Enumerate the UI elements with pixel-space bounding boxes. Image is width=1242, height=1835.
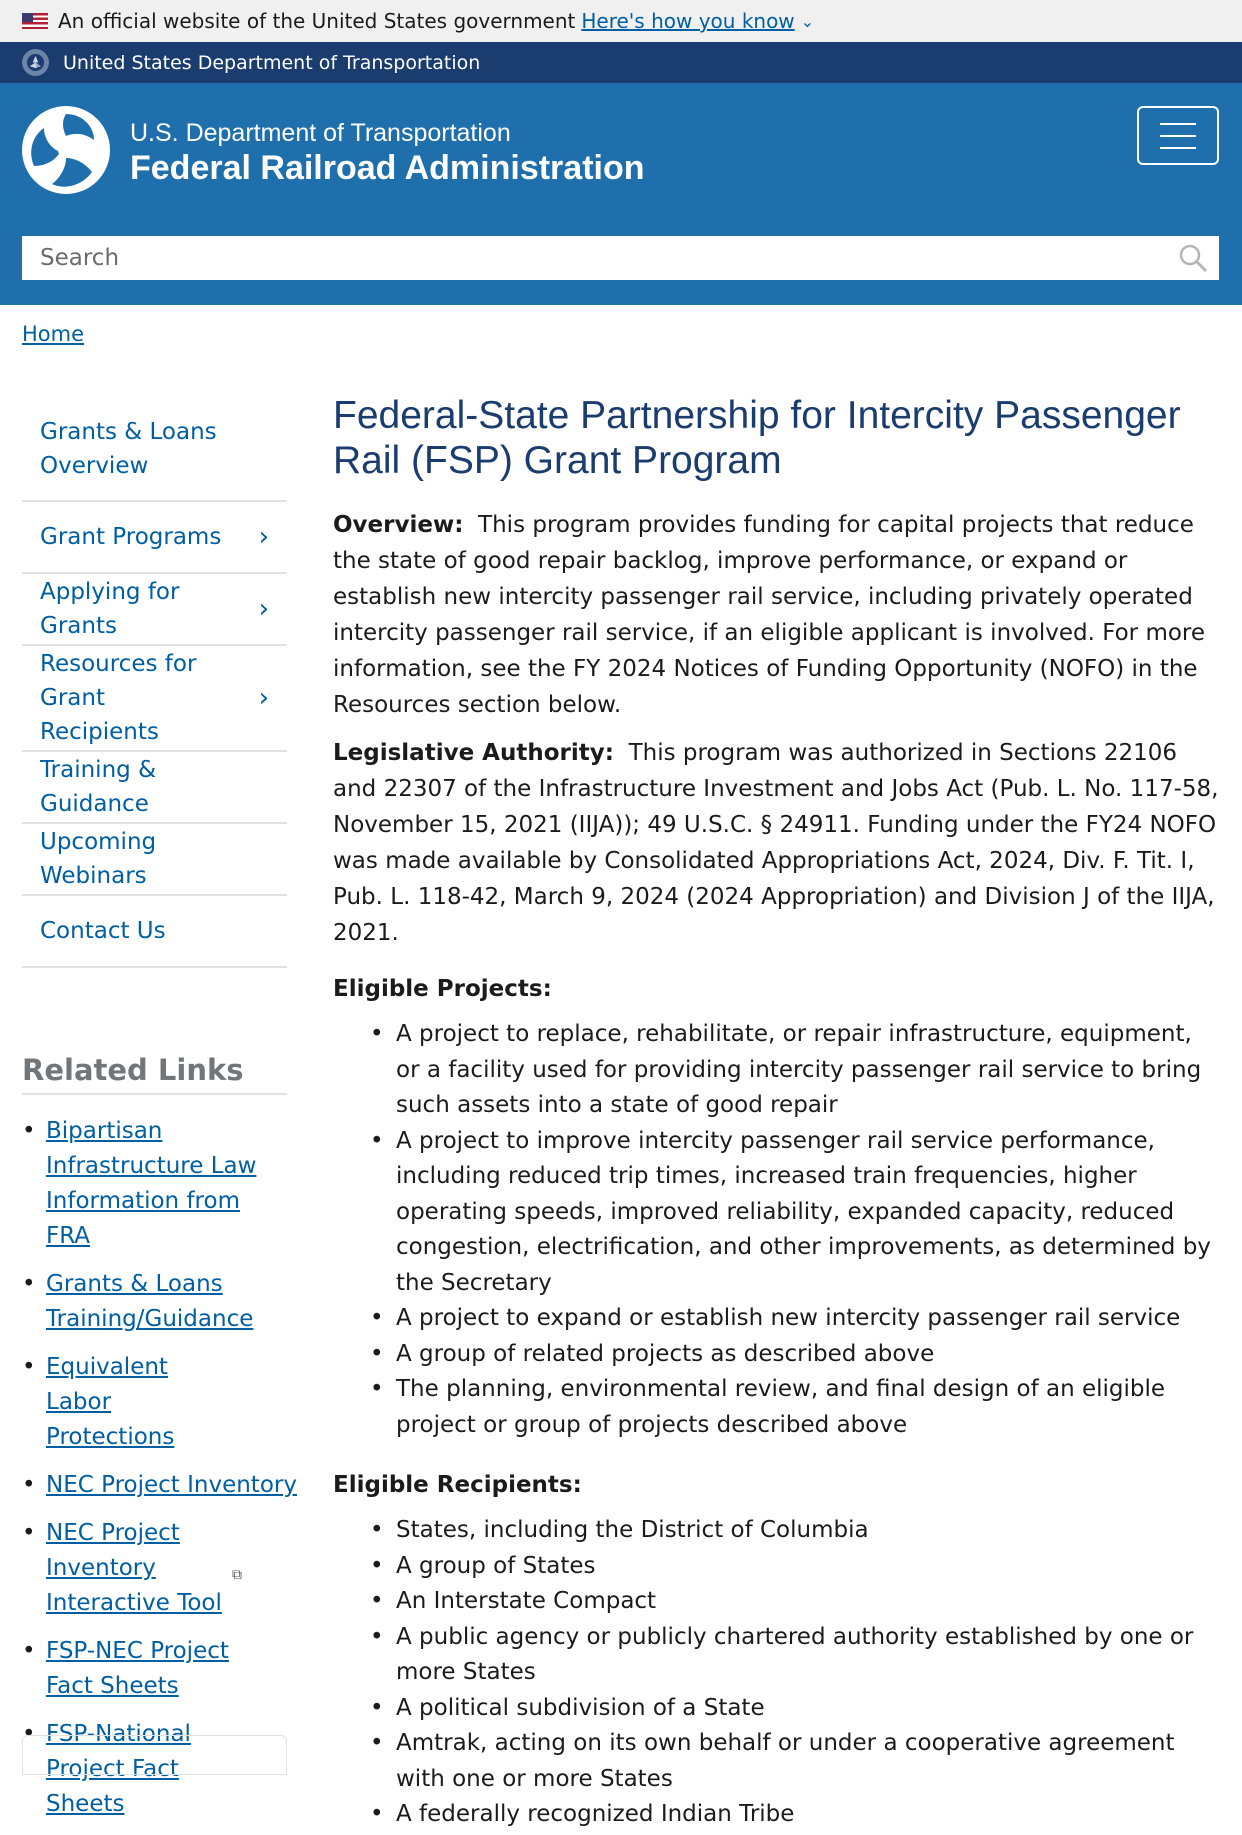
sidebar-item-label: Upcoming Webinars [40,829,157,889]
list-item [22,1267,297,1337]
breadcrumb-home-link[interactable]: Home [22,322,85,346]
list-item [22,1114,297,1254]
gov-banner-text: An official website of the United States government [58,9,576,33]
related-link[interactable]: • Grants & Loans Training/Guidance [46,1271,254,1332]
related-link[interactable]: NEC Project Inventory Interactive Tool [46,1520,222,1616]
dot-logo-icon [22,49,49,76]
list-item [22,1516,297,1621]
site-header [0,83,1242,305]
eligible-recipients-heading: Eligible Recipients: [333,1472,582,1498]
list-item: • A political subdivision of a State [396,1691,1221,1727]
chevron-right-icon: › [258,594,269,624]
list-item: • A project to expand or establish new intercity passenger rail service [396,1301,1221,1337]
sidebar-item-grant-programs[interactable] [22,502,287,574]
list-item: • States, including the District of Columbia [396,1513,1221,1549]
eligible-projects-heading: Eligible Projects: [333,976,552,1002]
chevron-down-icon[interactable]: ⌄ [800,11,815,31]
page-title: Federal-State Partnership for Intercity Passenger Rail (FSP) Grant Program [333,394,1181,482]
heres-how-you-know-link[interactable]: Here's how you know [581,9,795,33]
related-link[interactable]: • FSP-NEC Project Fact Sheets [46,1638,229,1699]
list-item: • An Interstate Compact [396,1584,1221,1620]
overview-label: Overview: [333,512,464,538]
list-item [22,1634,297,1704]
sidebar-item-resources-for-grant-recipients[interactable] [22,646,287,752]
main-content [333,393,1221,1833]
sidebar-item-upcoming-webinars[interactable] [22,824,287,896]
list-item [22,1468,297,1503]
search-icon[interactable] [1177,242,1209,274]
list-item: • A project to replace, rehabilitate, or repair infrastructure, equipment, or a facility used for providing intercity passenger rail service to bring such assets into a state of good repair [396,1017,1221,1124]
legislative-paragraph [333,735,1221,951]
hamburger-line [1160,123,1196,125]
sidebar-item-label: Grant Programs [40,524,222,550]
sidebar-item-label: Contact Us [40,918,166,944]
sidebar-box [22,1735,287,1775]
list-item [22,1350,297,1455]
fra-logo-icon[interactable] [22,106,110,194]
sidebar-item-contact-us[interactable] [22,896,287,968]
sidebar-item-label: Grants & Loans Overview [40,419,217,479]
chevron-right-icon: › [258,522,269,552]
gov-banner [0,0,1242,42]
sidebar-item-label: Training & Guidance [40,757,156,817]
dot-bar-text: United States Department of Transportation [63,51,481,74]
brand-agency[interactable]: Federal Railroad Administration [130,149,645,187]
menu-button[interactable] [1137,106,1219,165]
sidebar-item-label: Resources for Grant Recipients [40,651,197,745]
related-link[interactable]: • FSP-National Project Fact Sheets [46,1721,191,1817]
related-links-list [22,1114,297,1835]
hamburger-line [1160,135,1196,137]
list-item: • A group of States [396,1549,1221,1585]
related-link[interactable]: • NEC Project Inventory [46,1472,297,1498]
list-item: • The planning, environmental review, and final design of an eligible project or group of projects described above [396,1372,1221,1443]
search-box [22,236,1219,280]
eligible-recipients-list [333,1513,1221,1833]
chevron-right-icon: › [258,683,269,713]
us-flag-icon [22,13,48,29]
external-link-icon: ⧉ [232,1567,242,1583]
legislative-label: Legislative Authority: [333,740,614,766]
list-item: • Amtrak, acting on its own behalf or under a cooperative agreement with one or more States [396,1726,1221,1797]
sidebar-item-label: Applying for Grants [40,579,180,639]
related-links-heading: Related Links [22,1053,287,1095]
brand-department: U.S. Department of Transportation [130,119,511,147]
related-link[interactable]: • Bipartisan Infrastructure Law Information from FRA [46,1118,257,1249]
list-item: • A project to improve intercity passenger rail service performance, including reduced trip times, increased train frequencies, higher operating speeds, improved reliability, expanded capacity, reduced congestion, electrification, and other improvements, as determined by the Secretary [396,1124,1221,1302]
search-input[interactable] [22,238,1152,278]
sidebar-nav [22,398,287,968]
sidebar-item-applying-for-grants[interactable] [22,574,287,646]
eligible-projects-list [333,1017,1221,1443]
list-item: • A group of related projects as described above [396,1337,1221,1373]
list-item: • A public agency or publicly chartered authority established by one or more States [396,1620,1221,1691]
overview-text: This program provides funding for capital projects that reduce the state of good repair backlog, improve performance, or expand or establish new intercity passenger rail service, including privately operated intercity passenger rail service, if an eligible applicant is involved. For more information, see the FY 2024 Notices of Funding Opportunity (NOFO) in the Resources section below. [333,512,1206,718]
sidebar-item-grants-loans-overview[interactable] [22,398,287,502]
list-item: • A federally recognized Indian Tribe [396,1797,1221,1833]
overview-paragraph [333,507,1221,723]
dot-bar [0,42,1242,83]
hamburger-line [1160,147,1196,149]
sidebar-item-training-guidance[interactable] [22,752,287,824]
related-link[interactable]: • Equivalent Labor Protections [46,1354,175,1450]
legislative-text: This program was authorized in Sections 22106 and 22307 of the Infrastructure Investment and Jobs Act (Pub. L. No. 117-58, November 15, 2021 (IIJA)); 49 U.S.C. § 24911. Funding under the FY24 NOFO was made available by Consolidated Appropriations Act, 2024, Div. F. Tit. I, Pub. L. 118-42, March 9, 2024 (2024 Appropriation) and Division J of the IIJA, 2021. [333,740,1219,946]
